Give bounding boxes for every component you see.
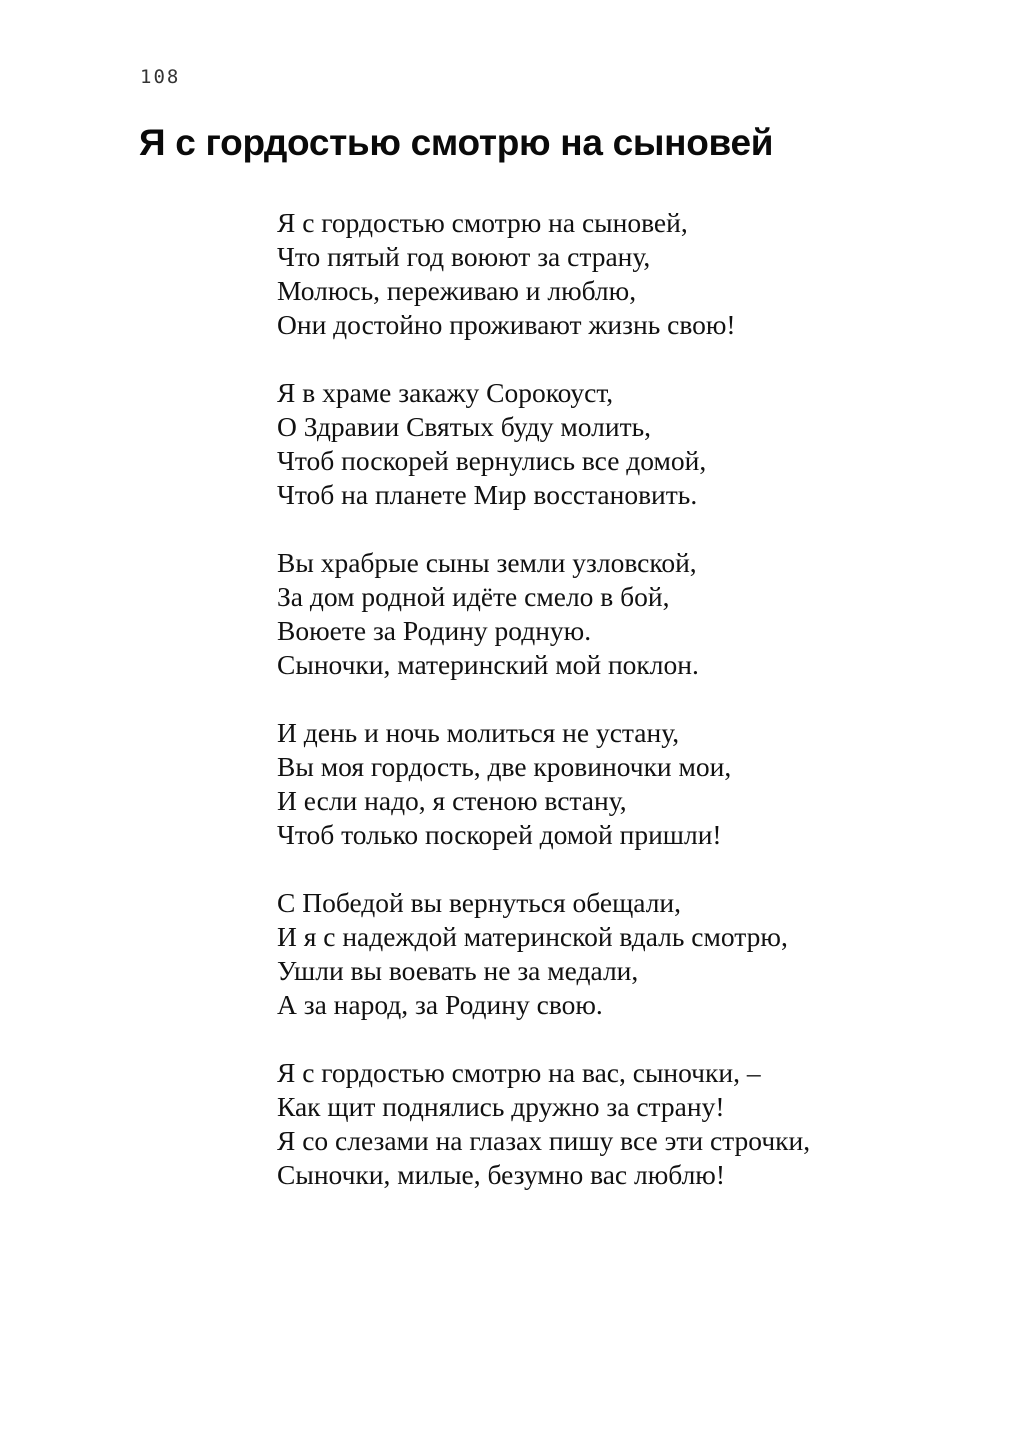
poem-line: Сыночки, материнский мой поклон. <box>277 649 699 680</box>
poem-title: Я с гордостью смотрю на сыновей <box>139 122 774 163</box>
poem-line: Вы храбрые сыны земли узловской, <box>277 547 697 578</box>
poem-line: Чтоб на планете Мир восстановить. <box>277 479 698 510</box>
page-number: 108 <box>140 66 181 88</box>
poem-line: Ушли вы воевать не за медали, <box>277 955 639 986</box>
poem-line: Как щит поднялись дружно за страну! <box>277 1091 725 1122</box>
poem-line: С Победой вы вернуться обещали, <box>277 887 682 918</box>
poem-body <box>277 206 810 1226</box>
poem-line: Сыночки, милые, безумно вас люблю! <box>277 1159 726 1190</box>
poem-line: О Здравии Святых буду молить, <box>277 411 652 442</box>
poem-line: Молюсь, переживаю и люблю, <box>277 275 637 306</box>
stanza <box>277 206 810 342</box>
stanza <box>277 716 810 852</box>
poem-line: За дом родной идёте смело в бой, <box>277 581 670 612</box>
poem-line: Я в храме закажу Сорокоуст, <box>277 377 614 408</box>
stanza <box>277 376 810 512</box>
stanza <box>277 1056 810 1192</box>
poem-line: Чтоб поскорей вернулись все домой, <box>277 445 707 476</box>
stanza <box>277 886 810 1022</box>
poem-line: И я с надеждой материнской вдаль смотрю, <box>277 921 788 952</box>
poem-line: Воюете за Родину родную. <box>277 615 592 646</box>
poem-line: А за народ, за Родину свою. <box>277 989 603 1020</box>
poem-line: Они достойно проживают жизнь свою! <box>277 309 736 340</box>
poem-line: Я с гордостью смотрю на вас, сыночки, – <box>277 1057 761 1088</box>
poem-line: Я с гордостью смотрю на сыновей, <box>277 207 688 238</box>
poem-line: Чтоб только поскорей домой пришли! <box>277 819 722 850</box>
poem-line: Я со слезами на глазах пишу все эти строчки, <box>277 1125 811 1156</box>
poem-line: И если надо, я стеною встану, <box>277 785 627 816</box>
poem-line: И день и ночь молиться не устану, <box>277 717 680 748</box>
poem-line: Что пятый год воюют за страну, <box>277 241 651 272</box>
stanza <box>277 546 810 682</box>
poem-line: Вы моя гордость, две кровиночки мои, <box>277 751 732 782</box>
